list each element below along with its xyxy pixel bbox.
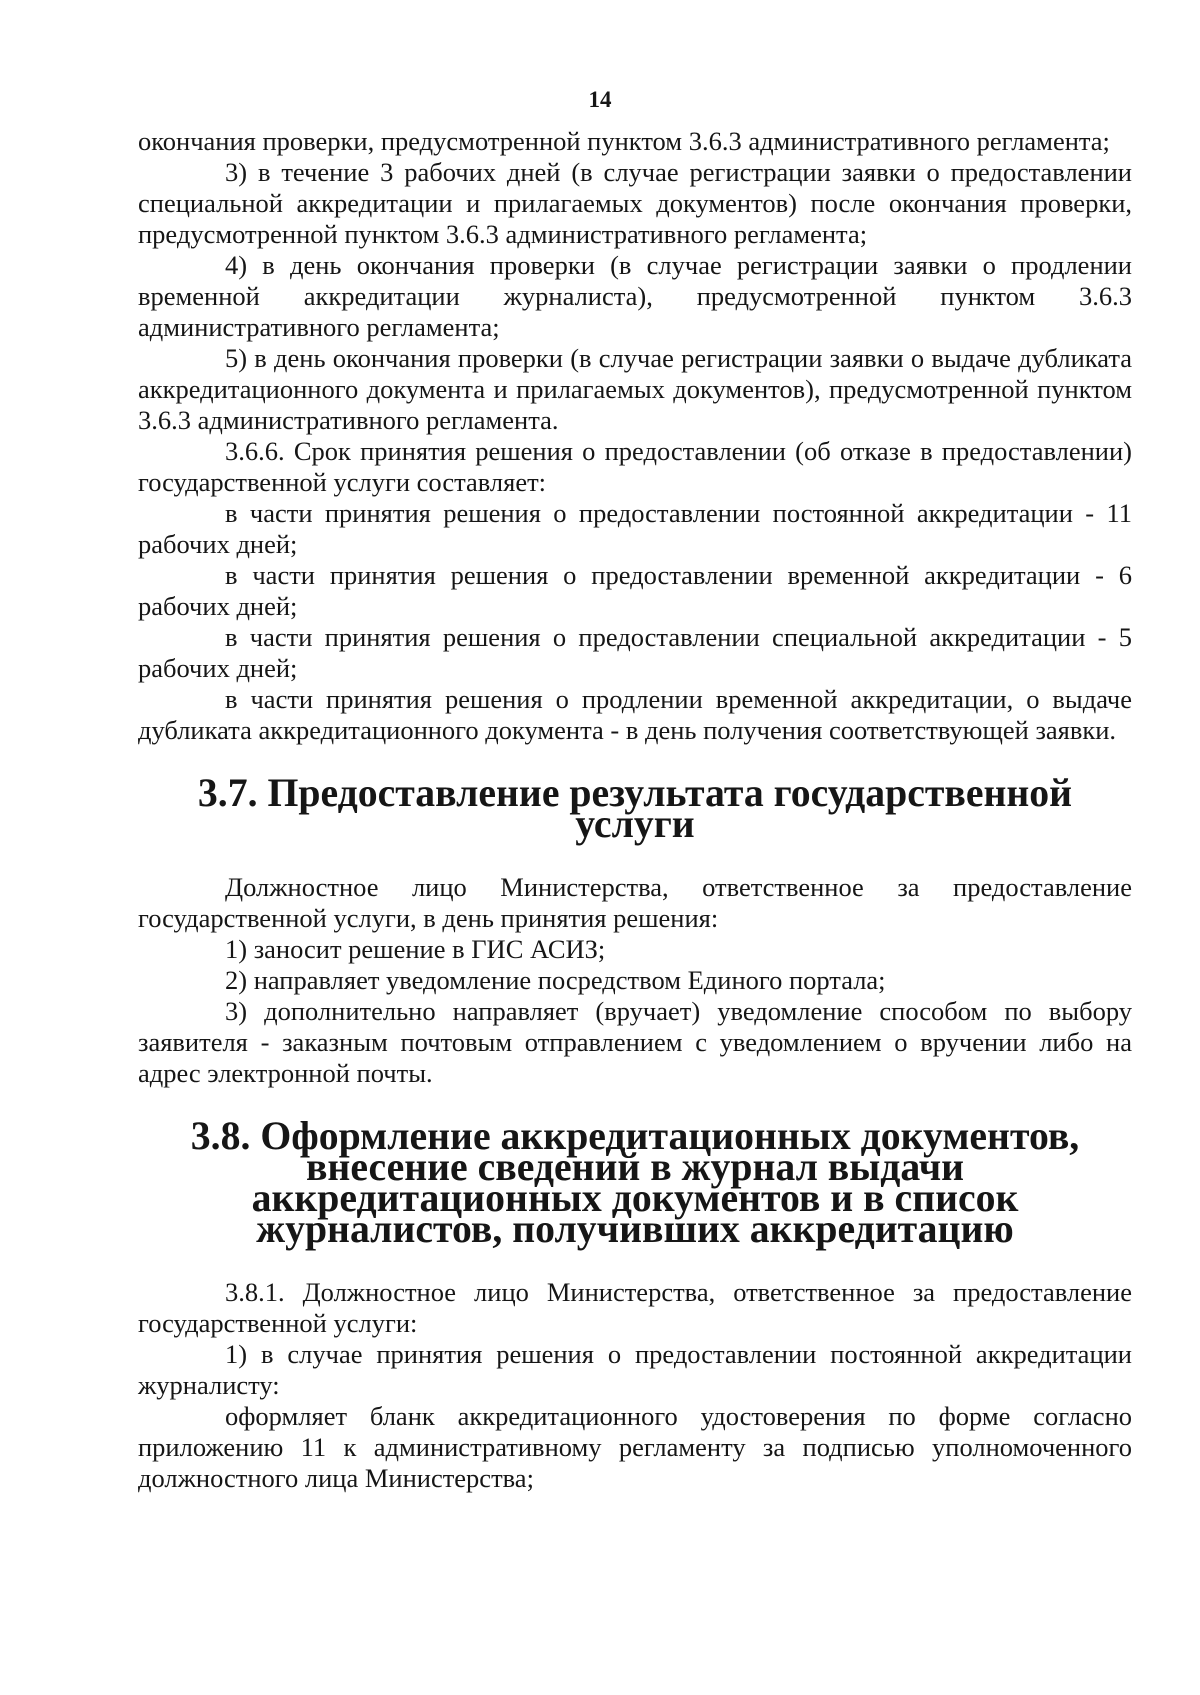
- list-item-5: 5) в день окончания проверки (в случае регистрации заявки о выдаче дубликата аккредитационного документа и прилагаемых документов), предусмотренной пунктом 3.6.3 административного регламента.: [138, 343, 1132, 435]
- section-3-8-form-paragraph: оформляет бланк аккредитационного удостоверения по форме согласно приложению 11 к административному регламенту за подписью уполномоченного должностного лица Министерства;: [138, 1401, 1132, 1493]
- section-heading-3-8: 3.8. Оформление аккредитационных документов, внесение сведений в журнал выдачи аккредитационных документов и в список журналистов, получивших аккредитацию: [190, 1114, 1080, 1251]
- section-3-7-item-1: 1) заносит решение в ГИС АСИЗ;: [225, 934, 606, 964]
- paragraph-continuation: окончания проверки, предусмотренной пунктом 3.6.3 административного регламента;: [138, 126, 1110, 156]
- clause-3-6-6: 3.6.6. Срок принятия решения о предоставлении (об отказе в предоставлении) государственной услуги составляет:: [138, 436, 1132, 497]
- section-3-8-item-1: 1) в случае принятия решения о предоставлении постоянной аккредитации журналисту:: [138, 1339, 1132, 1400]
- document-body: [138, 126, 1132, 1494]
- list-item-3: 3) в течение 3 рабочих дней (в случае регистрации заявки о предоставлении специальной аккредитации и прилагаемых документов) после окончания проверки, предусмотренной пунктом 3.6.3 административного регламента;: [138, 157, 1132, 249]
- section-heading-3-7: 3.7. Предоставление результата государственной услуги: [197, 771, 1073, 846]
- term-special-accreditation: в части принятия решения о предоставлении специальной аккредитации - 5 рабочих дней;: [138, 622, 1132, 683]
- section-3-7-item-2: 2) направляет уведомление посредством Единого портала;: [225, 965, 886, 995]
- page-number: 14: [588, 87, 612, 112]
- term-temporary-accreditation: в части принятия решения о предоставлении временной аккредитации - 6 рабочих дней;: [138, 560, 1132, 621]
- term-extension-duplicate: в части принятия решения о продлении временной аккредитации, о выдаче дубликата аккредитационного документа - в день получения соответствующей заявки.: [138, 684, 1132, 745]
- section-3-7-intro: Должностное лицо Министерства, ответственное за предоставление государственной услуги, в день принятия решения:: [138, 872, 1132, 933]
- list-item-4: 4) в день окончания проверки (в случае регистрации заявки о продлении временной аккредитации журналиста), предусмотренной пунктом 3.6.3 административного регламента;: [138, 250, 1132, 342]
- term-permanent-accreditation: в части принятия решения о предоставлении постоянной аккредитации - 11 рабочих дней;: [138, 498, 1132, 559]
- clause-3-8-1: 3.8.1. Должностное лицо Министерства, ответственное за предоставление государственной услуги:: [138, 1277, 1132, 1338]
- section-3-7-item-3: 3) дополнительно направляет (вручает) уведомление способом по выбору заявителя - заказным почтовым отправлением с уведомлением о вручении либо на адрес электронной почты.: [138, 996, 1132, 1088]
